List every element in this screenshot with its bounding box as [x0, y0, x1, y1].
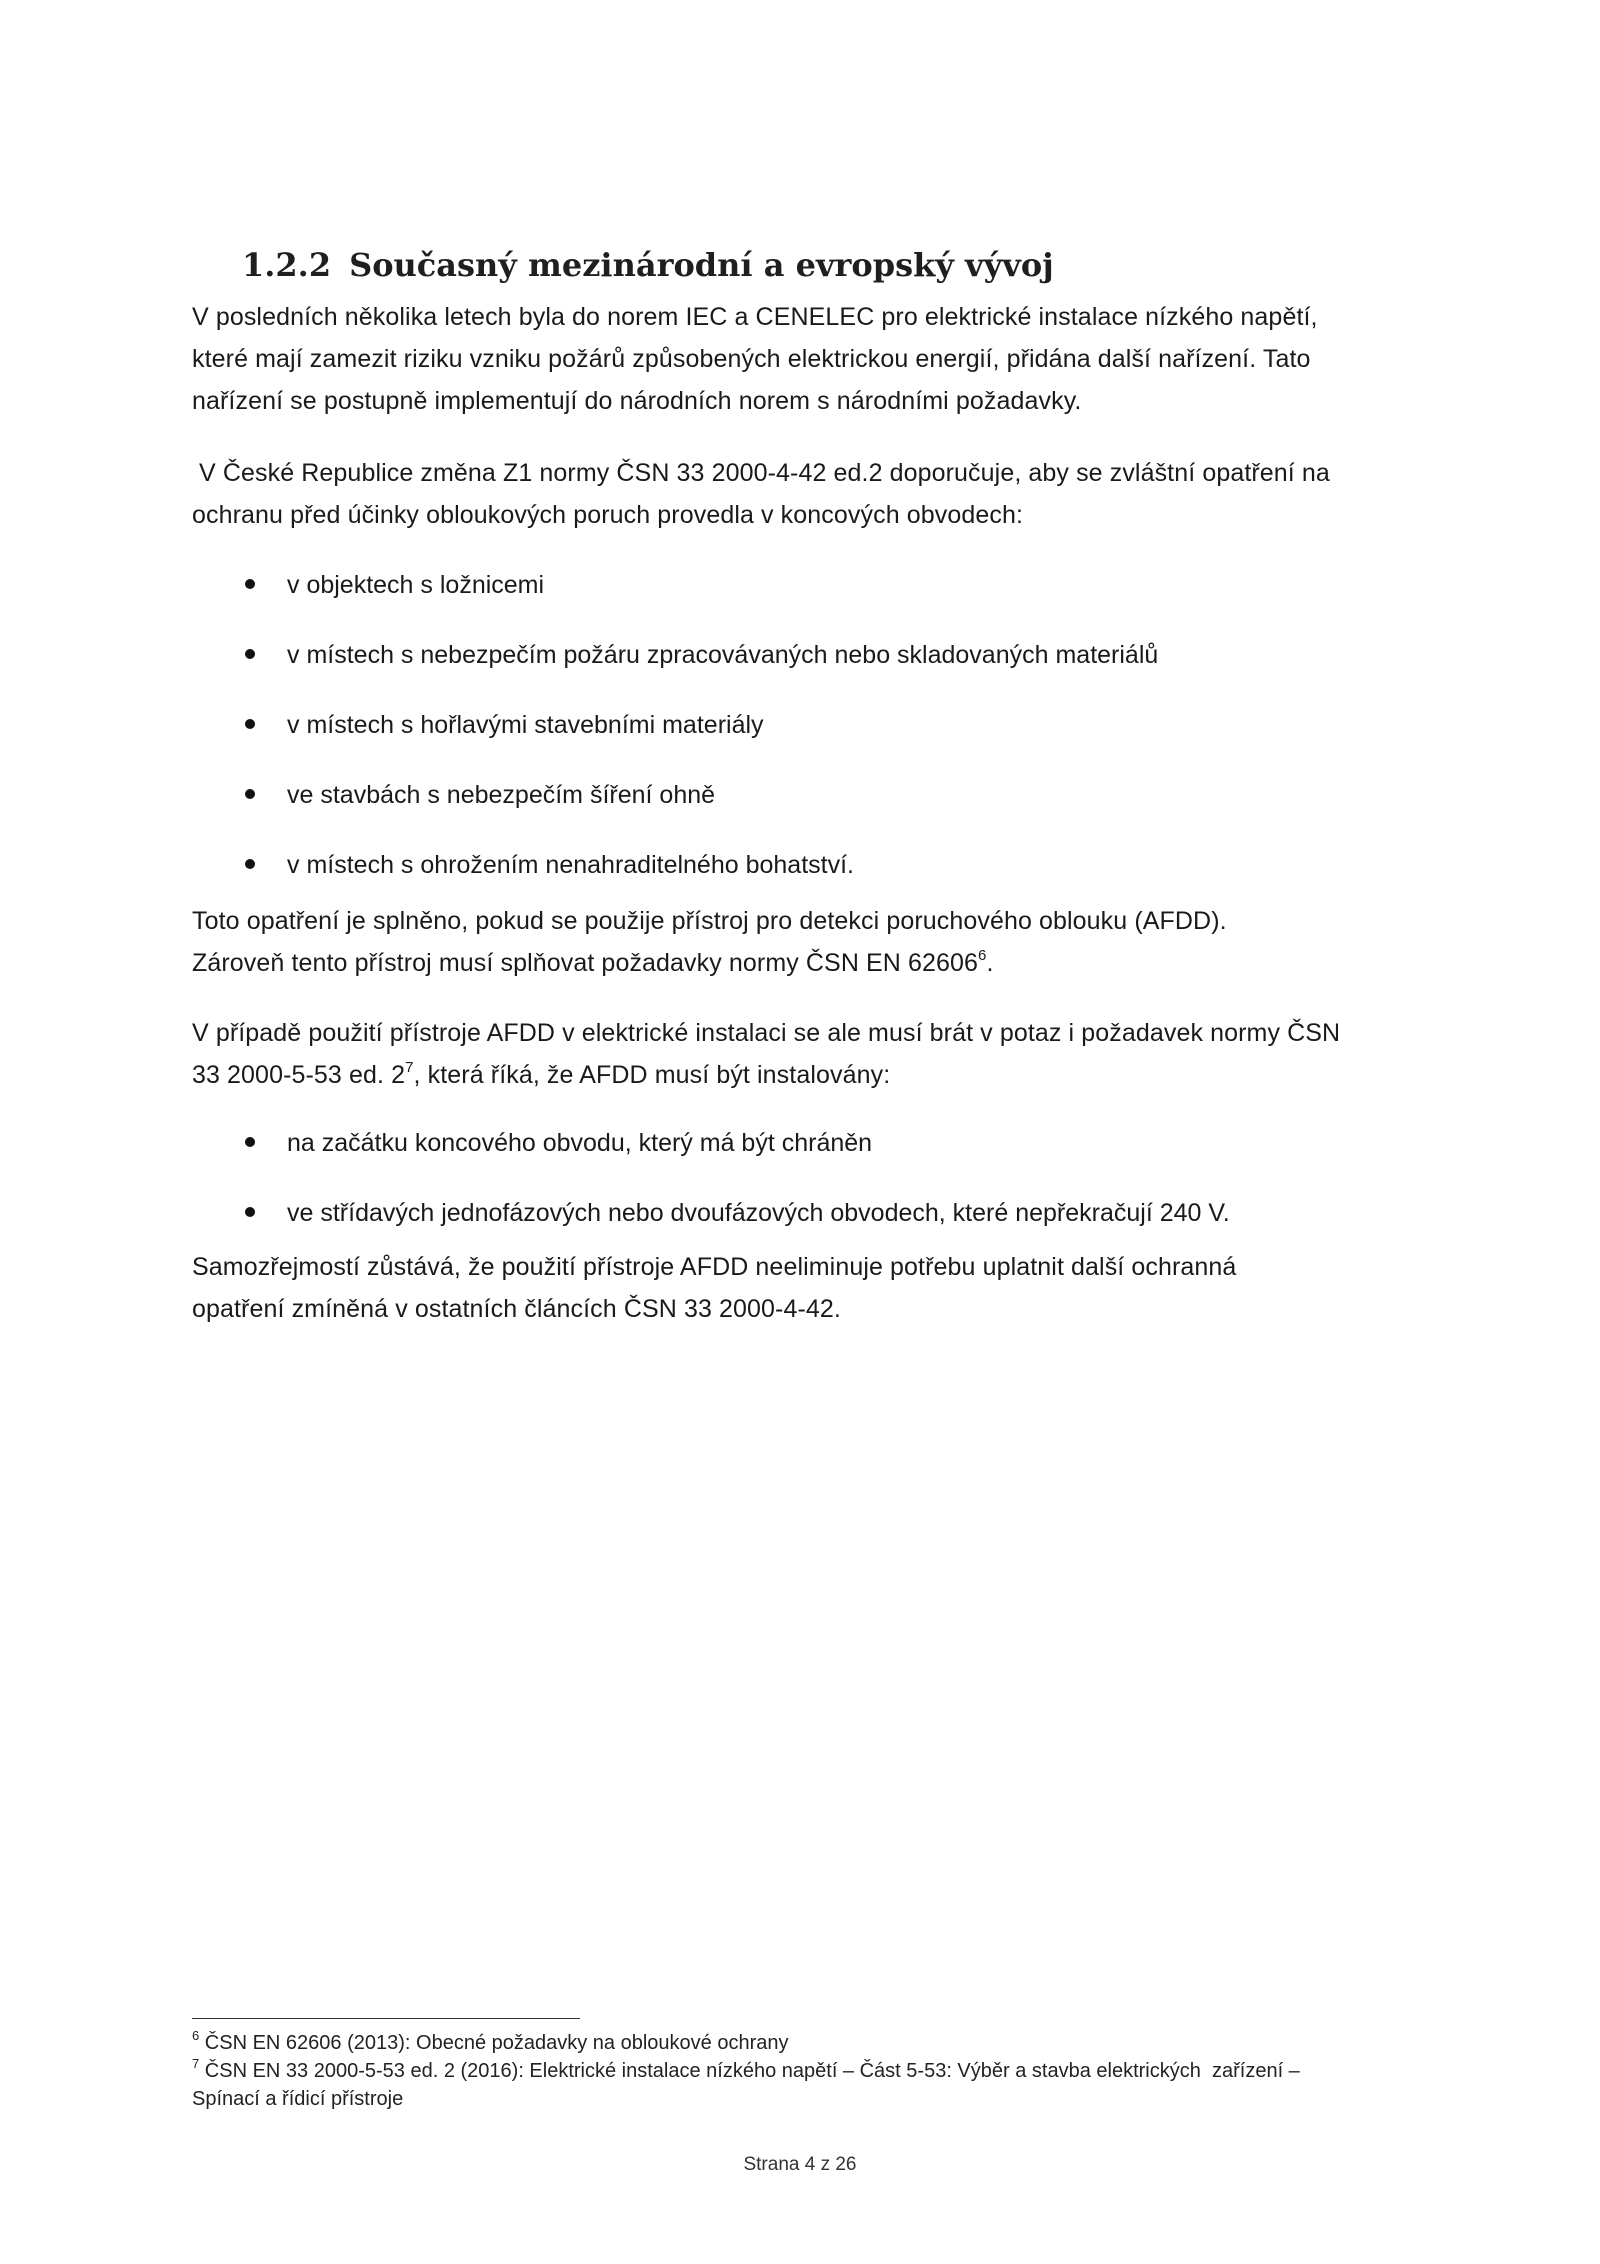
list-item [245, 634, 1158, 676]
paragraph-line: V posledních několika letech byla do norem IEC a CENELEC pro elektrické instalace nízkého napětí, [192, 303, 1318, 331]
list-item [245, 704, 764, 746]
paragraph-afdd-installation [192, 1012, 1422, 1096]
paragraph-line: nařízení se postupně implementují do národních norem s národními požadavky. [192, 387, 1082, 415]
list-item-text: v objektech s ložnicemi [287, 571, 545, 599]
section-heading [242, 246, 1054, 284]
section-number: 1.2.2 [242, 246, 332, 284]
bullet-icon [245, 1137, 255, 1147]
section-title: Současný mezinárodní a evropský vývoj [349, 246, 1054, 284]
list-item-text: ve stavbách s nebezpečím šíření ohně [287, 781, 716, 809]
footnote-marker: 6 [192, 2028, 200, 2043]
paragraph-intro [192, 296, 1422, 422]
list-item [245, 774, 715, 816]
list-item-text: v místech s hořlavými stavebními materiály [287, 711, 764, 739]
footnote-marker: 7 [192, 2056, 200, 2071]
footnote-7 [192, 2058, 1300, 2084]
paragraph-line: Zároveň tento přístroj musí splňovat požadavky normy ČSN EN 62606$^6$. [192, 947, 994, 977]
footnote-ref[interactable]: 7 [405, 1059, 414, 1076]
paragraph-line: Samozřejmostí zůstává, že použití přístroje AFDD neeliminuje potřebu uplatnit další ochranná [192, 1253, 1237, 1281]
footnote-text: ČSN EN 33 2000-5-53 ed. 2 (2016): Elektrické instalace nízkého napětí – Část 5-53: Výběr a stavba elektrických zařízení – [204, 2060, 1300, 2082]
list-item-text: v místech s nebezpečím požáru zpracovávaných nebo skladovaných materiálů [287, 641, 1159, 669]
list-item-text: v místech s ohrožením nenahraditelného bohatství. [287, 851, 854, 879]
paragraph-line: které mají zamezit riziku vzniku požárů způsobených elektrickou energií, přidána další nařízení. Tato [192, 345, 1311, 373]
list-item [245, 564, 544, 606]
paragraph-conclusion [192, 1246, 1422, 1330]
bullet-icon [245, 579, 255, 589]
paragraph-line: opatření zmíněná v ostatních článcích ČSN 33 2000-4-42. [192, 1295, 841, 1323]
list-item-text: ve střídavých jednofázových nebo dvoufázových obvodech, které nepřekračují 240 V. [287, 1199, 1230, 1227]
paragraph-line: V České Republice změna Z1 normy ČSN 33 2000-4-42 ed.2 doporučuje, aby se zvláštní opatření na [192, 459, 1330, 487]
paragraph-afdd-compliance [192, 900, 1422, 984]
list-item [245, 1122, 872, 1164]
bullet-icon [245, 789, 255, 799]
paragraph-czech-requirement [192, 452, 1422, 536]
paragraph-line: Toto opatření je splněno, pokud se použije přístroj pro detekci poruchového oblouku (AFDD). [192, 907, 1227, 935]
bullet-icon [245, 719, 255, 729]
page-number: Strana 4 z 26 [743, 2154, 857, 2175]
paragraph-line: V případě použití přístroje AFDD v elektrické instalaci se ale musí brát v potaz i požadavek normy ČSN [192, 1019, 1341, 1047]
footnote-ref[interactable]: 6 [978, 947, 987, 964]
bullet-icon [245, 859, 255, 869]
list-item [245, 844, 854, 886]
list-item [245, 1192, 1230, 1234]
footnote-7-continuation [192, 2086, 403, 2112]
bullet-icon [245, 649, 255, 659]
footnote-text: Spínací a řídicí přístroje [192, 2088, 404, 2110]
paragraph-line: 33 2000-5-53 ed. $2^7$, která říká, že AFDD musí být instalovány: [192, 1059, 891, 1089]
footnote-text: ČSN EN 62606 (2013): Obecné požadavky na obloukové ochrany [204, 2032, 789, 2054]
list-item-text: na začátku koncového obvodu, který má být chráněn [287, 1129, 873, 1157]
footnote-divider [192, 2018, 580, 2019]
paragraph-line: ochranu před účinky obloukových poruch provedla v koncových obvodech: [192, 501, 1024, 529]
bullet-icon [245, 1207, 255, 1217]
footnote-6 [192, 2030, 789, 2056]
